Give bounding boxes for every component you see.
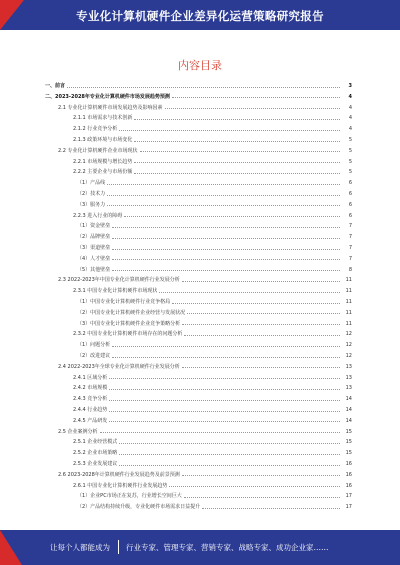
- toc-dot-leader: [172, 303, 340, 304]
- toc-dot-leader: [184, 497, 340, 498]
- toc-page-number: 4: [348, 126, 352, 133]
- toc-page-number: 13: [345, 363, 352, 370]
- toc-dot-leader: [134, 119, 340, 120]
- toc-page-number: 5: [348, 158, 352, 165]
- toc-entry[interactable]: [77, 309, 352, 317]
- toc-entry[interactable]: [77, 266, 352, 274]
- toc-entry[interactable]: [73, 395, 352, 403]
- toc-dot-leader: [112, 249, 340, 250]
- toc-page-number: 6: [348, 212, 352, 219]
- toc-dot-leader: [159, 292, 340, 293]
- toc-entry-title: 2.4.5 产品研发: [73, 417, 108, 424]
- toc-entry[interactable]: [73, 374, 352, 382]
- header-red-accent: [0, 0, 24, 30]
- toc-dot-leader: [112, 227, 340, 228]
- toc-entry[interactable]: [73, 330, 352, 338]
- toc-page-number: 7: [348, 255, 352, 262]
- toc-entry[interactable]: [73, 287, 352, 295]
- toc-page-number: 16: [345, 471, 352, 478]
- toc-dot-leader: [100, 432, 340, 433]
- toc-entry-title: 一、前言: [45, 83, 66, 89]
- toc-page-number: 14: [345, 417, 352, 424]
- toc-page-number: 13: [345, 374, 352, 381]
- toc-entry-title: 2.3.1 中国专业化计算机硬件市场现状: [73, 288, 158, 295]
- toc-entry-title: 2.2 专业化计算机硬件企业市场现状: [58, 147, 138, 154]
- toc-page-number: 15: [345, 450, 352, 457]
- toc-entry[interactable]: [77, 190, 352, 198]
- toc-dot-leader: [107, 195, 340, 196]
- toc-page-number: 16: [345, 482, 352, 489]
- toc-dot-leader: [107, 184, 340, 185]
- toc-entry[interactable]: [73, 212, 352, 220]
- toc-page-number: 11: [345, 288, 352, 295]
- toc-entry-title: 2.5 企业案例分析: [58, 428, 98, 435]
- toc-dot-leader: [182, 324, 340, 325]
- toc-entry[interactable]: [45, 93, 352, 101]
- toc-page-number: 7: [348, 223, 352, 230]
- toc-dot-leader: [112, 259, 340, 260]
- toc-entry-title: 2.1.1 市场需求与技术创新: [73, 115, 133, 122]
- toc-entry-title: 2.4.4 行业趋势: [73, 407, 108, 413]
- toc-entry-title: 2.4.2 市场规模: [73, 385, 108, 392]
- toc-dot-leader: [119, 465, 340, 466]
- toc-entry-title: 2.1.2 行业竞争分析: [73, 126, 118, 133]
- table-of-contents: [0, 82, 400, 514]
- toc-entry-title: 2.4.1 区域分析: [73, 374, 108, 381]
- toc-entry-title: 2.4 2022-2023年全球专业化计算机硬件行业发展分析: [58, 363, 180, 370]
- toc-entry-title: 二、2023-2028年专业化计算机硬件市场发展趋势预测: [45, 93, 170, 100]
- toc-entry-title: 2.2.3 进入行业的障碍: [73, 212, 123, 219]
- toc-page-number: 11: [345, 309, 352, 316]
- toc-dot-leader: [134, 162, 340, 163]
- toc-entry[interactable]: [58, 147, 352, 155]
- toc-dot-leader: [67, 87, 340, 88]
- toc-entry-title: 2.3.2 中国专业化计算机硬件市场存在的问题分析: [73, 331, 183, 338]
- toc-entry-title: （3）渠道壁垒: [77, 245, 111, 251]
- toc-entry[interactable]: [77, 320, 352, 328]
- toc-dot-leader: [112, 346, 340, 347]
- toc-entry-title: （3）服务力: [77, 201, 106, 208]
- toc-entry-title: （5）其他壁垒: [77, 266, 111, 273]
- toc-entry-title: （2）技术力: [77, 191, 106, 197]
- toc-page-number: 5: [348, 137, 352, 143]
- toc-entry[interactable]: [73, 158, 352, 166]
- toc-entry-title: （1）资金壁垒: [77, 223, 111, 230]
- toc-entry[interactable]: [73, 114, 352, 122]
- toc-entry-title: 2.6 2023-2028年计算机硬件行业发展趋势及前景预测: [58, 471, 180, 478]
- toc-entry-title: （1）问题分析: [77, 342, 111, 349]
- toc-entry-title: 2.4.3 竞争分析: [73, 396, 108, 403]
- toc-entry[interactable]: [58, 104, 352, 112]
- toc-page-number: 5: [348, 147, 352, 154]
- toc-entry-title: （2）中国专业化计算机硬件企业经营与发展状况: [77, 309, 186, 316]
- toc-dot-leader: [140, 151, 340, 152]
- toc-dot-leader: [107, 205, 340, 206]
- toc-page-number: 6: [348, 191, 352, 197]
- toc-dot-leader: [109, 400, 340, 401]
- toc-dot-leader: [172, 97, 340, 98]
- toc-page-number: 12: [345, 342, 352, 349]
- toc-entry-title: 2.3 2022-2023年中国专业化计算机硬件行业发展分析: [58, 277, 180, 284]
- toc-entry[interactable]: [73, 384, 352, 392]
- toc-entry[interactable]: [77, 233, 352, 241]
- toc-page-number: 17: [345, 504, 352, 511]
- toc-entry[interactable]: [58, 471, 352, 479]
- footer-red-accent: [0, 530, 22, 565]
- toc-page-number: 6: [348, 180, 352, 187]
- toc-entry[interactable]: [73, 125, 352, 133]
- toc-dot-leader: [109, 411, 340, 412]
- toc-entry-title: 2.2.2 主要企业与市场份额: [73, 169, 133, 176]
- toc-page-number: 4: [348, 104, 352, 111]
- toc-entry-title: 2.1 专业化计算机硬件市场发展趋势及影响因素: [58, 104, 163, 111]
- toc-entry-title: 2.5.1 企业经营模式: [73, 439, 118, 446]
- toc-entry-title: （2）产品结构持续升级，专业化硬件市场需求日益提升: [77, 504, 201, 511]
- toc-entry[interactable]: [77, 201, 352, 209]
- toc-dot-leader: [184, 335, 340, 336]
- toc-dot-leader: [112, 238, 340, 239]
- toc-entry[interactable]: [45, 82, 352, 90]
- toc-entry-title: 2.2.1 市场规模与增长趋势: [73, 158, 133, 165]
- toc-entry[interactable]: [77, 255, 352, 263]
- toc-dot-leader: [134, 173, 340, 174]
- toc-page-number: 15: [345, 428, 352, 435]
- toc-entry-title: 2.6.1 中国专业化计算机硬件行业发展趋势: [73, 482, 168, 489]
- toc-dot-leader: [202, 508, 340, 509]
- toc-dot-leader: [109, 389, 340, 390]
- toc-entry-title: 2.1.3 政策环境与市场变化: [73, 137, 133, 143]
- toc-dot-leader: [112, 357, 340, 358]
- toc-entry[interactable]: [77, 244, 352, 252]
- toc-dot-leader: [119, 130, 340, 131]
- toc-entry[interactable]: [77, 492, 352, 500]
- toc-entry-title: 2.5.3 企业发展建议: [73, 461, 118, 467]
- toc-dot-leader: [124, 216, 340, 217]
- toc-entry[interactable]: [77, 352, 352, 360]
- toc-entry[interactable]: [73, 460, 352, 468]
- toc-page-number: 14: [345, 407, 352, 413]
- toc-entry[interactable]: [77, 341, 352, 349]
- toc-page-number: 6: [348, 201, 352, 208]
- toc-dot-leader: [182, 367, 340, 368]
- toc-page-number: 12: [345, 331, 352, 338]
- toc-dot-leader: [169, 486, 340, 487]
- toc-dot-leader: [182, 281, 340, 282]
- toc-entry[interactable]: [58, 428, 352, 436]
- footer-tagline: 行业专家、管理专家、营销专家、战略专家、成功企业家……: [126, 543, 329, 552]
- toc-page-number: 14: [345, 396, 352, 403]
- toc-entry[interactable]: [73, 482, 352, 490]
- toc-entry-title: 2.5.2 企业市场策略: [73, 450, 118, 457]
- toc-page-number: 5: [348, 169, 352, 176]
- toc-dot-leader: [109, 378, 340, 379]
- toc-dot-leader: [134, 141, 340, 142]
- toc-entry[interactable]: [77, 222, 352, 230]
- toc-dot-leader: [165, 108, 340, 109]
- toc-entry[interactable]: [73, 168, 352, 176]
- page-header: [0, 0, 400, 30]
- toc-page-number: 7: [348, 245, 352, 251]
- toc-page-number: 15: [345, 439, 352, 446]
- page-footer: [0, 530, 400, 565]
- toc-entry-title: （2）改进建议: [77, 353, 111, 359]
- toc-entry-title: （1）产品线: [77, 180, 106, 187]
- toc-page-number: 11: [345, 277, 352, 284]
- toc-page-number: 11: [345, 299, 352, 305]
- toc-entry-title: （4）人才壁垒: [77, 255, 111, 262]
- toc-page-number: 4: [348, 115, 352, 122]
- toc-entry[interactable]: [58, 363, 352, 371]
- toc-entry[interactable]: [73, 417, 352, 425]
- toc-heading: 内容目录: [178, 59, 222, 72]
- toc-dot-leader: [182, 475, 340, 476]
- toc-page-number: 13: [345, 385, 352, 392]
- toc-entry[interactable]: [73, 136, 352, 144]
- toc-entry-title: （2）品牌壁垒: [77, 234, 111, 241]
- toc-entry[interactable]: [58, 276, 352, 284]
- toc-page-number: 12: [345, 353, 352, 359]
- toc-page-number: 4: [348, 93, 352, 100]
- toc-dot-leader: [119, 454, 340, 455]
- footer-divider: [118, 540, 119, 554]
- toc-page-number: 8: [348, 266, 352, 273]
- toc-entry[interactable]: [73, 438, 352, 446]
- toc-dot-leader: [119, 443, 340, 444]
- toc-entry[interactable]: [77, 298, 352, 306]
- toc-page-number: 16: [345, 461, 352, 467]
- toc-page-number: 3: [348, 83, 352, 89]
- toc-entry-title: （3）中国专业化计算机硬件企业竞争策略分析: [77, 320, 181, 327]
- toc-dot-leader: [112, 270, 340, 271]
- toc-entry[interactable]: [77, 179, 352, 187]
- footer-slogan: 让每个人都能成为: [50, 543, 110, 552]
- toc-dot-leader: [109, 421, 340, 422]
- toc-entry-title: （1）中国专业化计算机硬件行业竞争格局: [77, 299, 171, 305]
- toc-dot-leader: [187, 313, 340, 314]
- toc-entry-title: （1）企业PC市场正在复苏，行业增长空间巨大: [77, 493, 182, 500]
- toc-page-number: 11: [345, 320, 352, 327]
- toc-entry[interactable]: [73, 406, 352, 414]
- report-title: 专业化计算机硬件企业差异化运营策略研究报告: [76, 9, 324, 23]
- toc-page-number: 17: [345, 493, 352, 500]
- toc-entry[interactable]: [73, 449, 352, 457]
- toc-page-number: 7: [348, 234, 352, 241]
- toc-entry[interactable]: [77, 503, 352, 511]
